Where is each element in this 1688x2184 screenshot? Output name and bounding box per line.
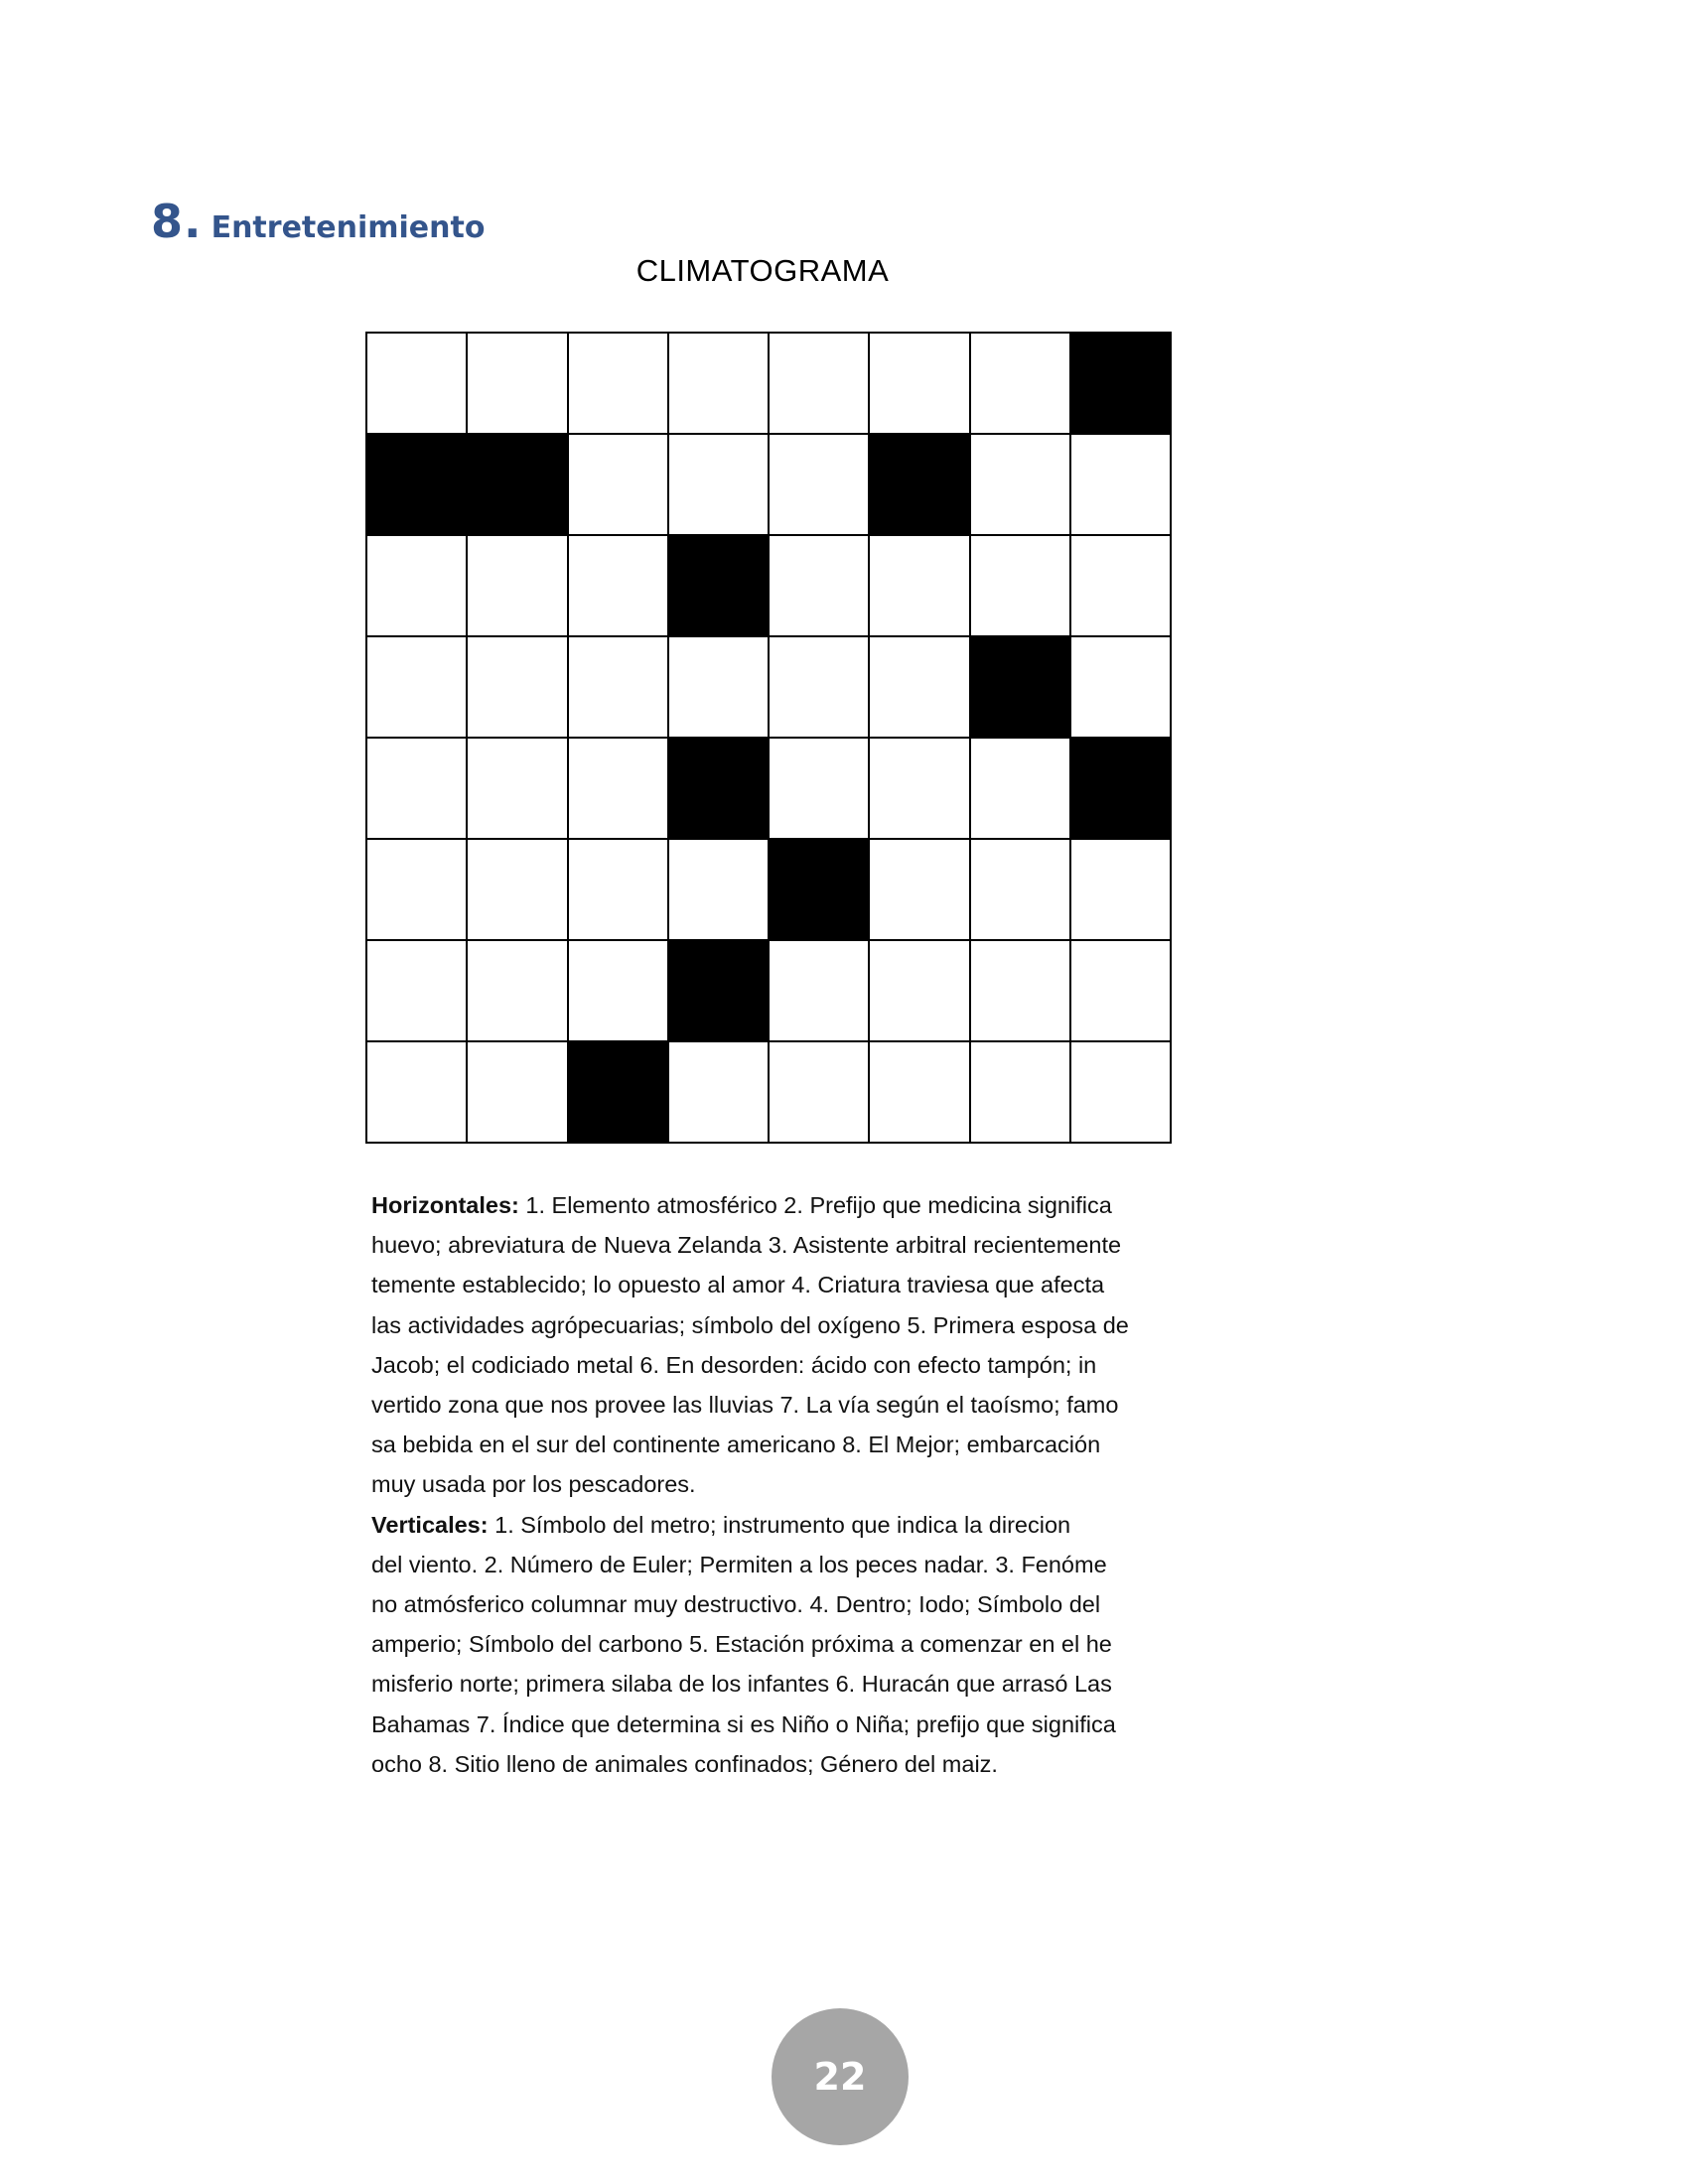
crossword-cell[interactable]: [569, 840, 667, 939]
crossword-cell[interactable]: [468, 637, 566, 737]
page-number-badge: [772, 2008, 909, 2145]
crossword-black-cell: [468, 435, 566, 534]
crossword-cell[interactable]: [870, 536, 968, 635]
crossword-cell[interactable]: [870, 941, 968, 1040]
clue-line: Bahamas 7. Índice que determina si es Niño o Niña; prefijo que significa: [371, 1710, 1116, 1737]
crossword-cell[interactable]: [770, 536, 868, 635]
section-heading: [151, 195, 485, 248]
crossword-cell[interactable]: [1071, 840, 1170, 939]
crossword-cell[interactable]: [770, 739, 868, 838]
crossword-cell[interactable]: [468, 334, 566, 433]
crossword-cell[interactable]: [971, 739, 1069, 838]
crossword-cell[interactable]: [1071, 637, 1170, 737]
crossword-cell[interactable]: [870, 840, 968, 939]
clue-line: sa bebida en el sur del continente americano 8. El Mejor; embarcación: [371, 1432, 1101, 1458]
crossword-black-cell: [669, 536, 768, 635]
clue-line: ocho 8. Sitio lleno de animales confinados; Género del maiz.: [371, 1750, 998, 1777]
horizontal-clues: [371, 1185, 1186, 1505]
crossword-cell[interactable]: [669, 637, 768, 737]
clue-line: huevo; abreviatura de Nueva Zelanda 3. Asistente arbitral recientemente: [371, 1232, 1122, 1259]
crossword-cell[interactable]: [669, 1042, 768, 1142]
crossword-cell[interactable]: [569, 536, 667, 635]
clue-line: temente establecido; lo opuesto al amor 4. Criatura traviesa que afecta: [371, 1272, 1105, 1298]
crossword-cell[interactable]: [569, 739, 667, 838]
page-number: 22: [813, 2055, 867, 2099]
crossword-cell[interactable]: [367, 941, 466, 1040]
clue-line: vertido zona que nos provee las lluvias 7. La vía según el taoísmo; famo: [371, 1392, 1119, 1419]
crossword-cell[interactable]: [367, 536, 466, 635]
crossword-black-cell: [669, 941, 768, 1040]
puzzle-title: CLIMATOGRAMA: [635, 253, 890, 288]
crossword-cell[interactable]: [971, 1042, 1069, 1142]
crossword-cell[interactable]: [770, 435, 868, 534]
crossword-cell[interactable]: [367, 637, 466, 737]
crossword-cell[interactable]: [971, 840, 1069, 939]
clue-line: no atmósferico columnar muy destructivo. 4. Dentro; Iodo; Símbolo del: [371, 1591, 1101, 1618]
crossword-black-cell: [1071, 739, 1170, 838]
crossword-cell[interactable]: [971, 941, 1069, 1040]
crossword-cell[interactable]: [468, 840, 566, 939]
crossword-black-cell: [669, 739, 768, 838]
crossword-cell[interactable]: [569, 435, 667, 534]
crossword-black-cell: [870, 435, 968, 534]
crossword-black-cell: [367, 435, 466, 534]
crossword-cell[interactable]: [870, 1042, 968, 1142]
crossword-cell[interactable]: [870, 637, 968, 737]
crossword-cell[interactable]: [669, 435, 768, 534]
crossword-cell[interactable]: [569, 941, 667, 1040]
crossword-cell[interactable]: [1071, 1042, 1170, 1142]
crossword-cell[interactable]: [971, 435, 1069, 534]
crossword-cell[interactable]: [367, 840, 466, 939]
clue-line: del viento. 2. Número de Euler; Permiten a los peces nadar. 3. Fenóme: [371, 1551, 1107, 1577]
vertical-clues: [371, 1505, 1186, 1784]
crossword-cell[interactable]: [770, 637, 868, 737]
crossword-cell[interactable]: [770, 941, 868, 1040]
crossword-cell[interactable]: [367, 739, 466, 838]
vertical-label: Verticales:: [371, 1511, 489, 1538]
crossword-black-cell: [569, 1042, 667, 1142]
clue-line: muy usada por los pescadores.: [371, 1471, 696, 1498]
crossword-cell[interactable]: [367, 1042, 466, 1142]
clue-text: 1. Elemento atmosférico 2. Prefijo que medicina significa: [518, 1192, 1112, 1218]
crossword-cell[interactable]: [367, 334, 466, 433]
crossword-cell[interactable]: [468, 1042, 566, 1142]
crossword-cell[interactable]: [770, 1042, 868, 1142]
crossword-black-cell: [1071, 334, 1170, 433]
clue-line: Jacob; el codiciado metal 6. En desorden: ácido con efecto tampón; in: [371, 1351, 1097, 1378]
crossword-cell[interactable]: [569, 334, 667, 433]
crossword-cell[interactable]: [971, 536, 1069, 635]
clue-line: las actividades agrópecuarias; símbolo del oxígeno 5. Primera esposa de: [371, 1311, 1129, 1338]
clue-text: 1. Símbolo del metro; instrumento que indica la direcion: [488, 1511, 1071, 1538]
clue-line: [371, 1505, 1186, 1545]
crossword-cell[interactable]: [1071, 941, 1170, 1040]
crossword-grid: [365, 332, 1172, 1144]
section-title: Entretenimiento: [211, 210, 486, 245]
crossword-cell[interactable]: [1071, 536, 1170, 635]
crossword-cell[interactable]: [1071, 435, 1170, 534]
crossword-cell[interactable]: [669, 840, 768, 939]
crossword-cell[interactable]: [468, 536, 566, 635]
crossword-cell[interactable]: [770, 334, 868, 433]
crossword-cell[interactable]: [870, 334, 968, 433]
crossword-cell[interactable]: [971, 334, 1069, 433]
clue-line: [371, 1185, 1186, 1225]
crossword-cell[interactable]: [669, 334, 768, 433]
section-number: 8.: [151, 195, 203, 248]
crossword-cell[interactable]: [468, 941, 566, 1040]
crossword-cell[interactable]: [569, 637, 667, 737]
horizontal-label: Horizontales:: [371, 1192, 519, 1218]
clues-block: [371, 1185, 1186, 1784]
crossword-cell[interactable]: [870, 739, 968, 838]
crossword-cell[interactable]: [468, 739, 566, 838]
clue-line: misferio norte; primera silaba de los infantes 6. Huracán que arrasó Las: [371, 1671, 1112, 1698]
clue-line: amperio; Símbolo del carbono 5. Estación próxima a comenzar en el he: [371, 1631, 1112, 1658]
crossword-black-cell: [770, 840, 868, 939]
crossword-black-cell: [971, 637, 1069, 737]
